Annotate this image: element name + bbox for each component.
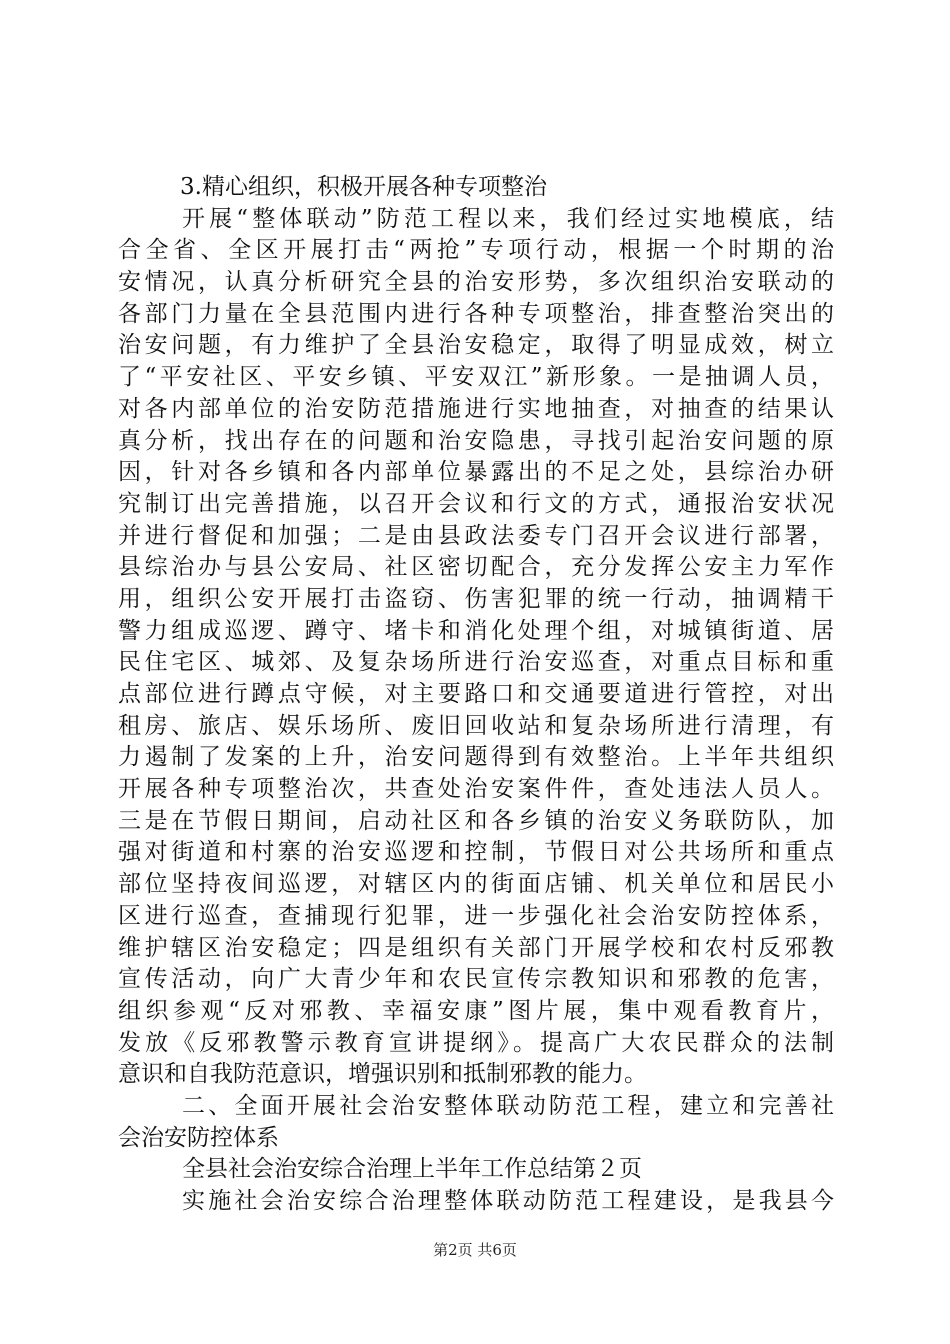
text-line: 3.精心组织，积极开展各种专项整治 (180, 174, 547, 200)
text-line: 开展“整体联动”防范工程以来，我们经过实地模底，结 (182, 205, 834, 232)
text-line: 治安问题，有力维护了全县治安稳定，取得了明显成效，树立 (118, 332, 834, 359)
text-line: 租房、旅店、娱乐场所、废旧回收站和复杂场所进行清理，有 (118, 712, 834, 739)
text-line: 合全省、全区开展打击“两抢”专项行动，根据一个时期的治 (118, 237, 834, 264)
text-line: 究制订出完善措施，以召开会议和行文的方式，通报治安状况 (118, 490, 834, 517)
text-line: 区进行巡查，查捕现行犯罪，进一步强化社会治安防控体系， (118, 902, 834, 929)
text-line: 因，针对各乡镇和各内部单位暴露出的不足之处，县综治办研 (118, 459, 834, 486)
text-line: 三是在节假日期间，启动社区和各乡镇的治安义务联防队，加 (118, 807, 834, 834)
text-line: 力遏制了发案的上升，治安问题得到有效整治。上半年共组织 (118, 744, 834, 771)
text-line: 县综治办与县公安局、社区密切配合，充分发挥公安主力军作 (118, 554, 834, 581)
text-line: 了“平安社区、平安乡镇、平安双江”新形象。一是抽调人员， (118, 364, 834, 391)
text-line: 发放《反邪教警示教育宣讲提纲》。提高广大农民群众的法制 (118, 1029, 834, 1056)
page-footer: 第2页 共6页 (433, 1241, 517, 1259)
text-line: 民住宅区、城郊、及复杂场所进行治安巡查，对重点目标和重 (118, 649, 834, 676)
text-line: 强对街道和村寨的治安巡逻和控制，节假日对公共场所和重点 (118, 839, 834, 866)
text-line: 并进行督促和加强；二是由县政法委专门召开会议进行部署， (118, 522, 834, 549)
text-line: 安情况，认真分析研究全县的治安形势，多次组织治安联动的 (118, 269, 834, 296)
text-line: 宣传活动，向广大青少年和农民宣传宗教知识和邪教的危害， (118, 966, 834, 993)
text-line: 意识和自我防范意识，增强识别和抵制邪教的能力。 (118, 1061, 647, 1088)
text-line: 部位坚持夜间巡逻，对辖区内的街面店铺、机关单位和居民小 (118, 871, 834, 898)
text-line: 组织参观“反对邪教、幸福安康”图片展，集中观看教育片， (118, 997, 834, 1024)
text-line: 对各内部单位的治安防范措施进行实地抽查，对抽查的结果认 (118, 395, 834, 422)
document-body (118, 172, 834, 1218)
text-line: 二、全面开展社会治安整体联动防范工程，建立和完善社 (182, 1092, 834, 1119)
text-line: 开展各种专项整治次，共查处治安案件件，查处违法人员人。 (118, 776, 834, 803)
text-line: 用，组织公安开展打击盗窃、伤害犯罪的统一行动，抽调精干 (118, 585, 834, 612)
text-line: 实施社会治安综合治理整体联动防范工程建设，是我县今 (182, 1188, 834, 1214)
text-line: 全县社会治安综合治理上半年工作总结第２页 (182, 1156, 642, 1183)
text-line: 维护辖区治安稳定；四是组织有关部门开展学校和农村反邪教 (118, 934, 834, 961)
text-line: 会治安防控体系 (118, 1124, 279, 1151)
text-line: 警力组成巡逻、蹲守、堵卡和消化处理个组，对城镇街道、居 (118, 617, 834, 644)
text-line: 点部位进行蹲点守候，对主要路口和交通要道进行管控，对出 (118, 681, 834, 707)
text-line: 真分析，找出存在的问题和治安隐患，寻找引起治安问题的原 (118, 427, 834, 454)
text-line: 各部门力量在全县范围内进行各种专项整治，排查整治突出的 (118, 300, 834, 327)
